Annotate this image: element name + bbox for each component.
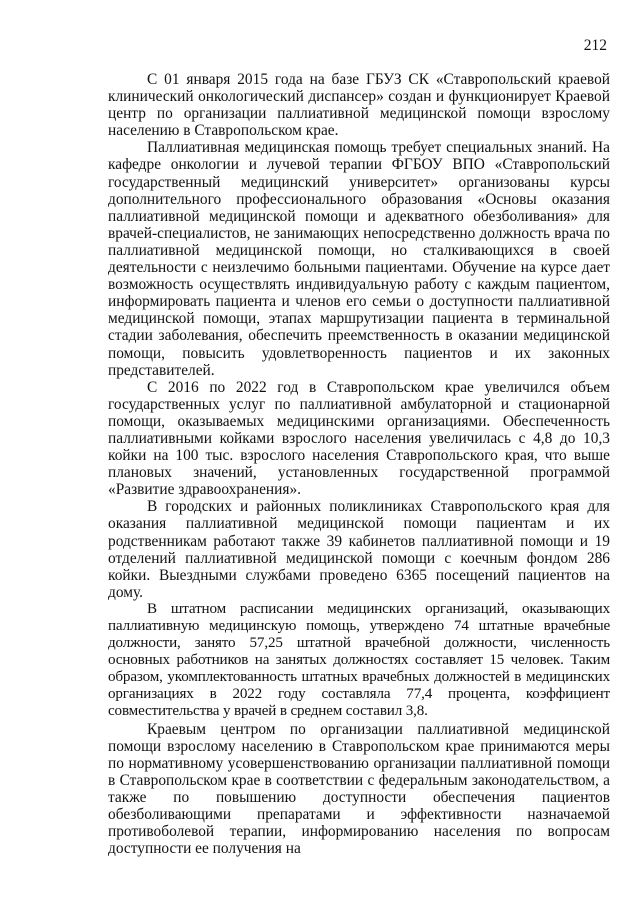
- paragraph-staffing: В штатном расписании медицинских организаций, оказывающих паллиативную медицинскую помощь, утверждено 74 штатные врачебные должности, занято 57,25 штатной врачебной должности, численность основных работников на занятых должностях составляет 15 человек. Таким образом, укомплектованность штатных врачебных должностей в медицинских организациях в 2022 году составляла 77,4 процента, коэффициент совместительства у врачей в среднем составил 3,8.: [108, 600, 610, 720]
- paragraph-training-courses: Паллиативная медицинская помощь требует специальных знаний. На кафедре онкологии и лучевой терапии ФГБОУ ВПО «Ставропольский государственный медицинский университет» организованы курсы дополнительного профессионального образования «Основы оказания паллиативной медицинской помощи и адекватного обезболивания» для врачей-специалистов, не занимающих непосредственно должность врача по паллиативной медицинской помощи, но сталкивающихся в своей деятельности с неизлечимо больными пациентами. Обучение на курсе дает возможность осуществлять индивидуальную работу с каждым пациентом, информировать пациента и членов его семьи о доступности паллиативной медицинской помощи, этапах маршрутизации пациента в терминальной стадии заболевания, обеспечить преемственность в оказании медицинской помощи, повысить удовлетворенность пациентов и их законных представителей.: [108, 139, 610, 379]
- body-text: [108, 71, 610, 857]
- paragraph-polyclinics: В городских и районных поликлиниках Ставропольского края для оказания паллиативной медицинской помощи пациентам и их родственникам работают также 39 кабинетов паллиативной помощи и 19 отделений паллиативной медицинской помощи с коечным фондом 286 койки. Выездными службами проведено 6365 посещений пациентов на дому.: [108, 498, 610, 601]
- paragraph-center-created: С 01 января 2015 года на базе ГБУЗ СК «Ставропольский краевой клинический онкологический диспансер» создан и функционирует Краевой центр по организации паллиативной медицинской помощи взрослому населению в Ставропольском крае.: [108, 71, 610, 140]
- paragraph-regional-center-measures: Краевым центром по организации паллиативной медицинской помощи взрослому населению в Ставропольском крае принимаются меры по нормативному усовершенствованию организации паллиативной помощи в Ставропольском крае в соответствии с федеральным законодательством, а также по повышению доступности обеспечения пациентов обезболивающими препаратами и эффективности назначаемой противоболевой терапии, информированию населения по вопросам доступности ее получения на: [108, 720, 610, 858]
- paragraph-services-growth: С 2016 по 2022 год в Ставропольском крае увеличился объем государственных услуг по паллиативной амбулаторной и стационарной помощи, оказываемых медицинскими организациями. Обеспеченность паллиативными койками взрослого населения увеличилась с 4,8 до 10,3 койки на 100 тыс. взрослого населения Ставропольского края, что выше плановых значений, установленных государственной программой «Развитие здравоохранения».: [108, 378, 610, 499]
- page-number: 212: [583, 37, 607, 54]
